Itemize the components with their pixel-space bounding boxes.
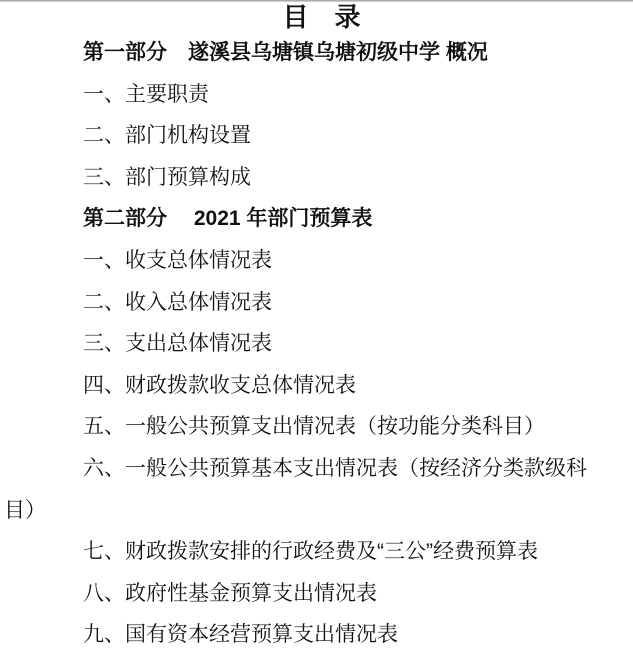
toc-item: 七、财政拨款安排的行政经费及“三公”经费预算表 (83, 540, 538, 564)
toc-item: 二、部门机构设置 (83, 124, 251, 148)
toc-item: 九、国有资本经营预算支出情况表 (83, 623, 398, 647)
toc-item: 四、财政拨款收支总体情况表 (83, 373, 356, 397)
toc-item: 三、部门预算构成 (83, 165, 251, 189)
toc-title: 目 录 (282, 2, 361, 32)
toc-part1-heading: 第一部分 遂溪县乌塘镇乌塘初级中学 概况 (83, 41, 488, 64)
toc-item-continuation: 目） (4, 498, 46, 522)
toc-item: 一、主要职责 (83, 82, 209, 106)
toc-item: 五、一般公共预算支出情况表（按功能分类科目） (83, 415, 545, 439)
toc-list (0, 32, 633, 656)
toc-item: 二、收入总体情况表 (83, 290, 272, 314)
toc-item: 三、支出总体情况表 (83, 332, 272, 356)
toc-part2-heading: 第二部分 2021 年部门预算表 (83, 207, 373, 231)
toc-item: 八、政府性基金预算支出情况表 (83, 581, 377, 605)
toc-item: 一、收支总体情况表 (83, 248, 272, 272)
toc-item: 六、一般公共预算基本支出情况表（按经济分类款级科 (83, 456, 587, 480)
